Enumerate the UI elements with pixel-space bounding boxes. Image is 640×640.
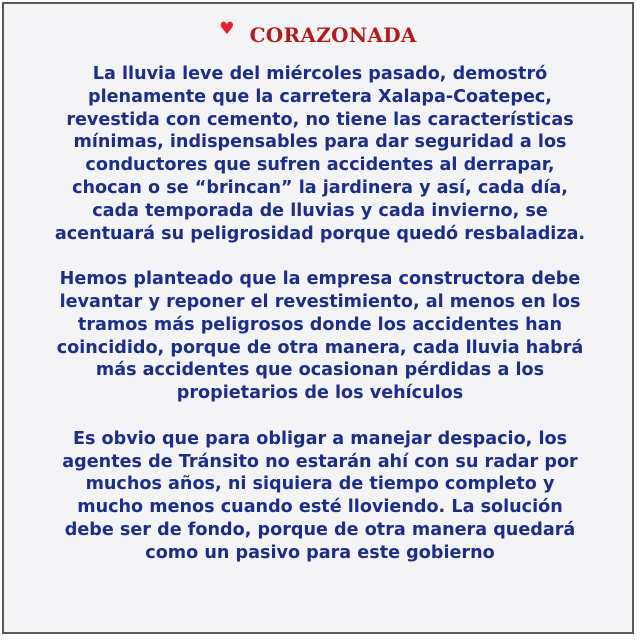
paragraph-3: Es obvio que para obligar a manejar despacio, los agentes de Tránsito no estarán ahí con su radar por muchos años, ni siquiera de tiempo completo y mucho menos cuando esté lloviendo. La solución debe ser de fondo, porque de otra manera quedará como un pasivo para este gobierno: [62, 428, 578, 563]
article-title: CORAZONADA: [249, 23, 417, 47]
title-row: [4, 19, 632, 48]
heart-icon: ♥: [219, 19, 235, 39]
paragraph-2: Hemos planteado que la empresa constructora debe levantar y reponer el revestimiento, al menos en los tramos más peligrosos donde los accidentes han coincidido, porque de otra manera, cada lluvia habrá más accidentes que ocasionan pérdidas a los propietarios de los vehículos: [56, 269, 584, 404]
article-body: [12, 63, 628, 587]
paragraph-1: La lluvia leve del miércoles pasado, demostró plenamente que la carretera Xalapa-Coatepec, revestida con cemento, no tiene las características mínimas, indispensables para dar seguridad a los conductores que sufren accidentes al derrapar, chocan o se “brincan” la jardinera y así, cada día, cada temporada de lluvias y cada invierno, se acentuará su peligrosidad porque quedó resbaladiza.: [54, 64, 586, 244]
article-panel: [2, 2, 634, 634]
